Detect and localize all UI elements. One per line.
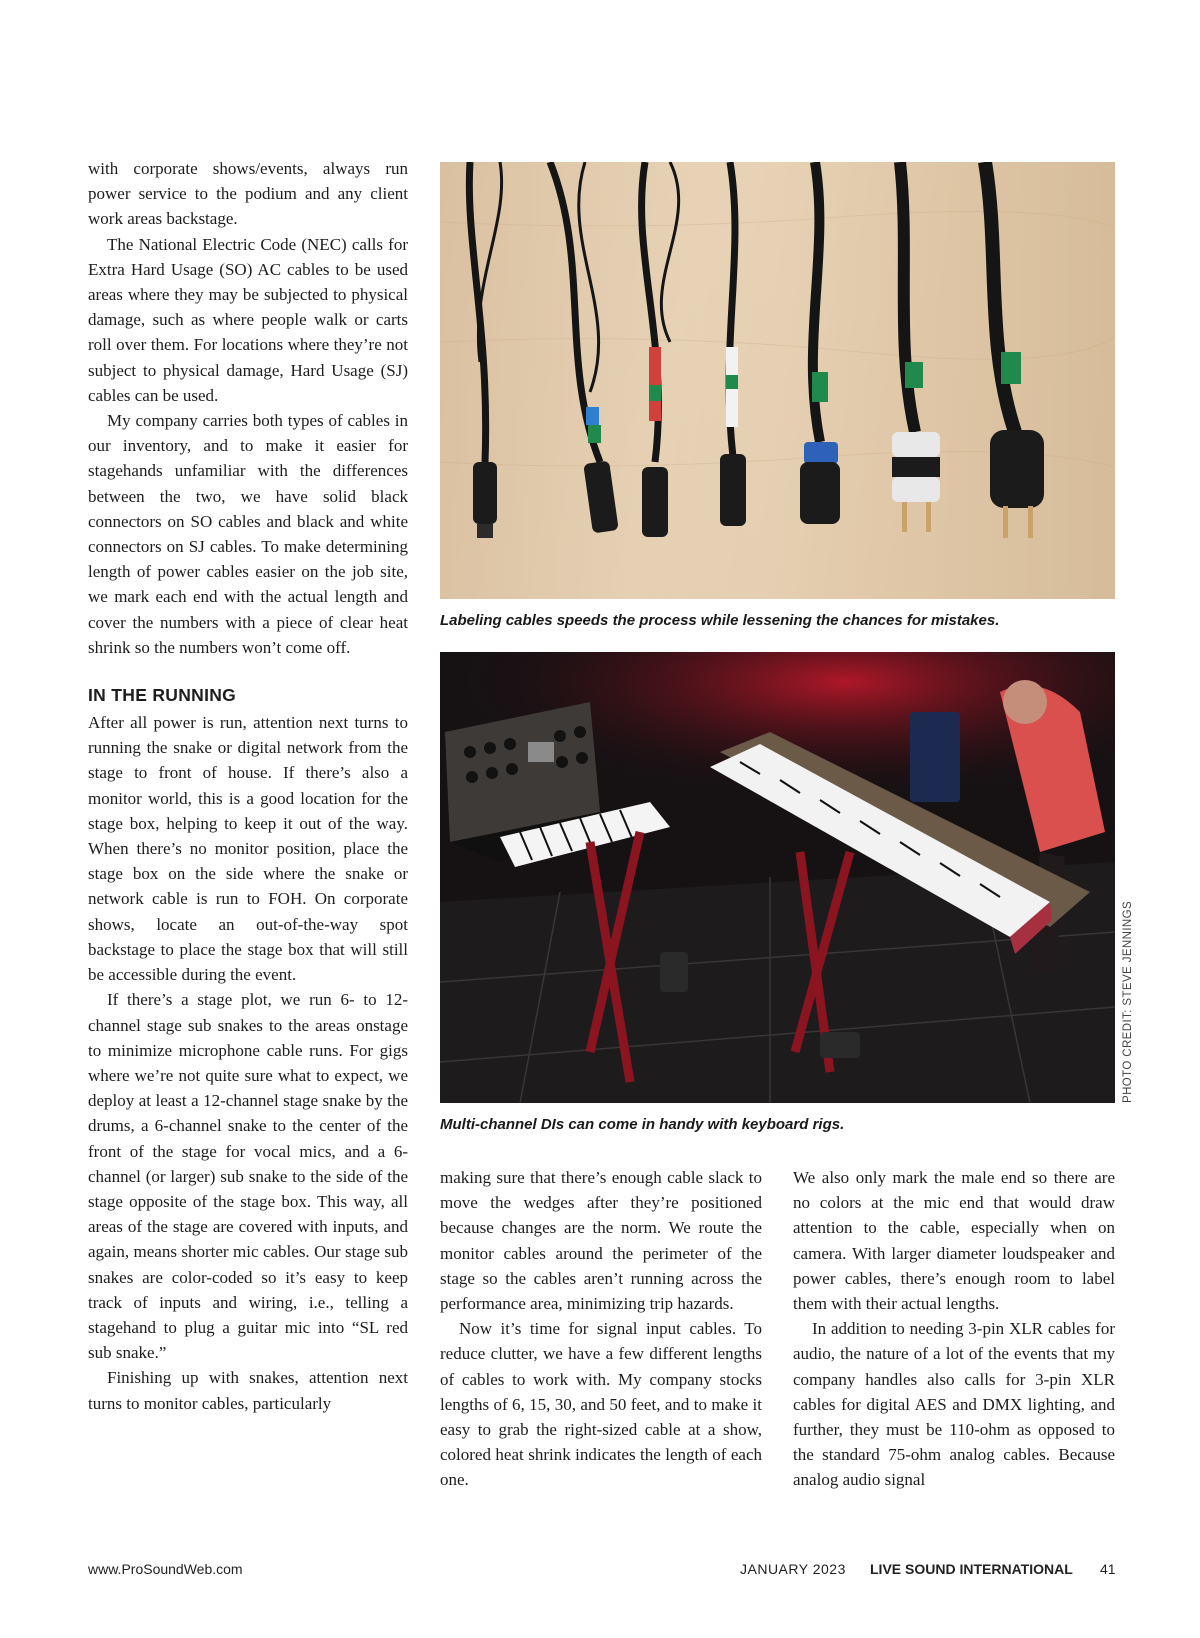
di-box-case — [910, 712, 960, 802]
cables-photo — [440, 162, 1115, 599]
paragraph: My company carries both types of cables in our inventory, and to make it easier for stagehands unfamiliar with the differences between the two, we have solid black connectors on SO cables and black and white connectors on SJ cables. To make determining length of power cables easier on the job site, we mark each end with the actual length and cover the numbers with a piece of clear heat shrink so the numbers won’t come off. — [88, 411, 408, 657]
middle-column — [440, 1165, 762, 1493]
paragraph: We also only mark the male end so there are no colors at the mic end that would draw attention to the cable, especially when on camera. With larger diameter loudspeaker and power cables, there’s enough room to label them with their actual lengths. — [793, 1168, 1115, 1314]
paragraph: After all power is run, attention next turns to running the snake or digital network from the stage to front of house. If there’s also a monitor world, this is a good location for the stage box, helping to keep it out of the way. When there’s no monitor position, place the stage box on the side where the snake or network cable is run to FOH. On corporate shows, locate an out-of-the-way spot backstage to place the stage box that will still be accessible during the event. — [88, 713, 408, 985]
section-heading: IN THE RUNNING — [88, 685, 237, 706]
photo-caption: Multi-channel DIs can come in handy with keyboard rigs. — [440, 1116, 845, 1133]
pedal — [660, 952, 688, 992]
keyboard-rig-photo — [440, 652, 1115, 1103]
photo-caption: Labeling cables speeds the process while lessening the chances for mistakes. — [440, 612, 1000, 629]
page-number: 41 — [1100, 1561, 1116, 1577]
paragraph: Now it’s time for signal input cables. To reduce clutter, we have a few different lengths of cables to work with. My company stocks lengths of 6, 15, 30, and 50 feet, and to make it easy to grab the right-sized cable at a show, colored heat shrink indicates the length of each one. — [440, 1319, 762, 1490]
footer-issue-date: JANUARY 2023 — [740, 1561, 846, 1577]
photo-credit: PHOTO CREDIT: STEVE JENNINGS — [1122, 900, 1134, 1103]
paragraph: The National Electric Code (NEC) calls for Extra Hard Usage (SO) AC cables to be used areas where they may be subjected to physical damage, such as where people walk or carts roll over them. For locations where they’re not subject to physical damage, Hard Usage (SJ) cables can be used. — [88, 234, 408, 405]
footer-website-link[interactable]: www.ProSoundWeb.com — [88, 1561, 243, 1577]
footer-publication-name: LIVE SOUND INTERNATIONAL — [870, 1561, 1073, 1577]
right-column — [793, 1165, 1115, 1493]
paragraph: If there’s a stage plot, we run 6- to 12-channel stage sub snakes to the areas onstage to minimize microphone cable runs. For gigs where we’re not quite sure what to expect, we deploy at least a 12-channel stage snake by the drums, a 6-channel snake to the center of the front of the stage for vocal mics, and a 6-channel (or larger) sub snake to the side of the stage opposite of the stage box. This way, all areas of the stage are covered with inputs, and again, means shorter mic cables. Our stage sub snakes are color-coded so it’s easy to keep track of inputs and wiring, i.e., telling a stagehand to plug a guitar mic into “SL red sub snake.” — [88, 990, 408, 1363]
left-column — [88, 156, 408, 1416]
pedal — [820, 1032, 860, 1058]
paragraph: Finishing up with snakes, attention next turns to monitor cables, particularly — [88, 1368, 408, 1413]
paragraph: In addition to needing 3-pin XLR cables for audio, the nature of a lot of the events that my company handles also calls for 3-pin XLR cables for digital AES and DMX lighting, and further, they must be 110-ohm as opposed to the standard 75-ohm analog cables. Because analog audio signal — [793, 1319, 1115, 1490]
paragraph: making sure that there’s enough cable slack to move the wedges after they’re positioned because changes are the norm. We route the monitor cables around the perimeter of the stage so the cables aren’t running across the performance area, minimizing trip hazards. — [440, 1168, 762, 1314]
keyboard-illustration — [440, 652, 1115, 1103]
cables-illustration — [440, 162, 1115, 599]
paragraph: with corporate shows/events, always run power service to the podium and any client work areas backstage. — [88, 159, 408, 229]
